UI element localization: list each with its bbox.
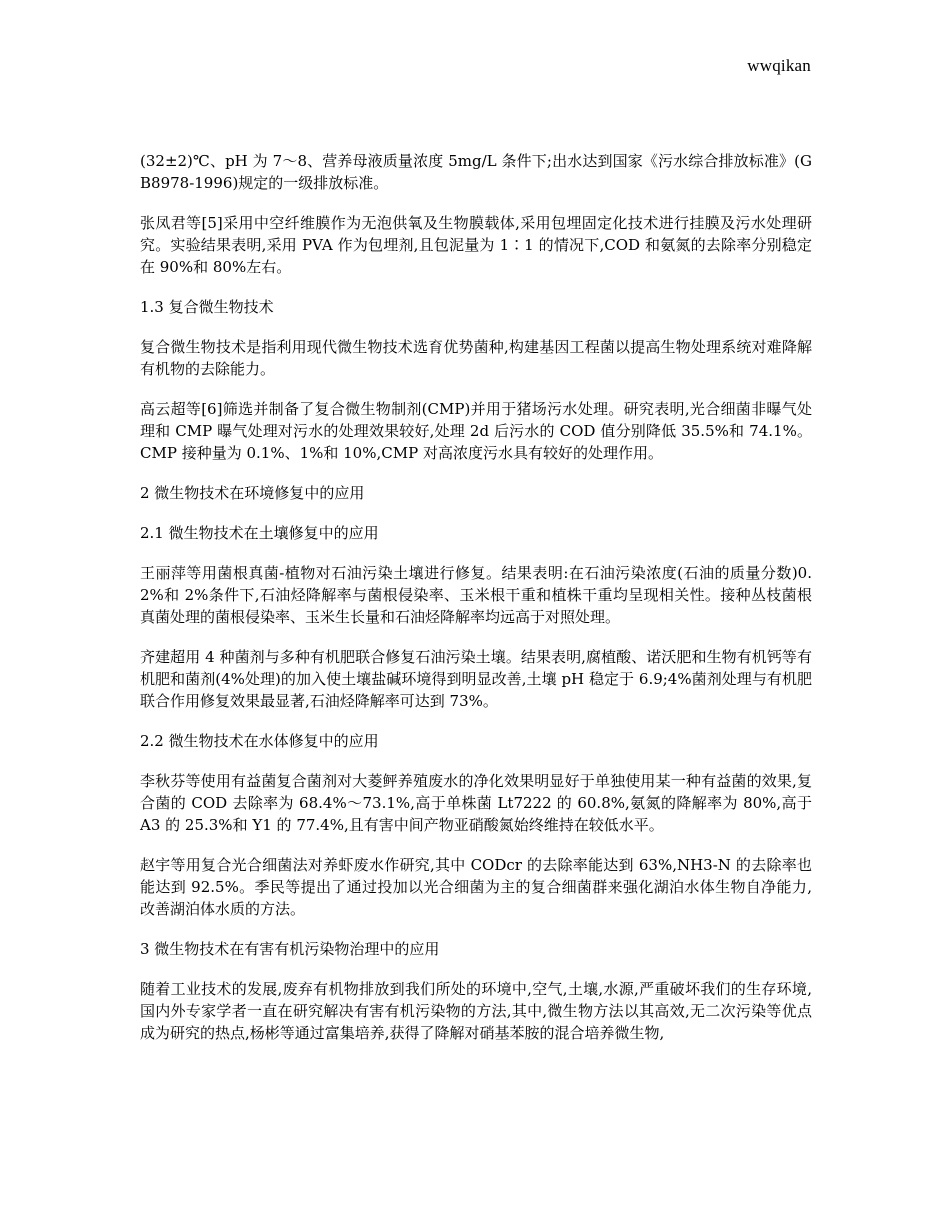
paragraph-mycorrhizal-fungi: 王丽萍等用菌根真菌-植物对石油污染土壤进行修复。结果表明:在石油污染浓度(石油的质量分数)0.2%和 2%条件下,石油烃降解率与菌根侵染率、玉米根干重和植株干重均呈现相关性。接种丛枝菌根真菌处理的菌根侵染率、玉米生长量和石油烃降解率均远高于对照处理。 (140, 564, 812, 626)
section-heading-3: 3 微生物技术在有害有机污染物治理中的应用 (140, 940, 440, 958)
paragraph-discharge-standard: (32±2)℃、pH 为 7～8、营养母液质量浓度 5mg/L 条件下;出水达到国家《污水综合排放标准》(GB8978-1996)规定的一级排放标准。 (140, 152, 812, 192)
article-body (140, 150, 812, 1062)
section-heading-2-1: 2.1 微生物技术在土壤修复中的应用 (140, 524, 379, 542)
section-heading-1-3: 1.3 复合微生物技术 (140, 298, 274, 316)
section-heading-2-2: 2.2 微生物技术在水体修复中的应用 (140, 732, 379, 750)
section-heading-2: 2 微生物技术在环境修复中的应用 (140, 484, 365, 502)
paragraph-photosynthetic-bacteria: 赵宇等用复合光合细菌法对养虾废水作研究,其中 CODcr 的去除率能达到 63%,NH3-N 的去除率也能达到 92.5%。季民等提出了通过投加以光合细菌为主的复合细菌群来强化湖泊水体生物自净能力,改善湖泊体水质的方法。 (140, 856, 812, 918)
paragraph-aquaculture-wastewater: 李秋芬等使用有益菌复合菌剂对大菱鲆养殖废水的净化效果明显好于单独使用某一种有益菌的效果,复合菌的 COD 去除率为 68.4%～73.1%,高于单株菌 Lt7222 的 60.8%,氨氮的降解率为 80%,高于 A3 的 25.3%和 Y1 的 77.4%,且有害中间产物亚硝酸氮始终维持在较低水平。 (140, 772, 812, 834)
paragraph-organic-pollutants: 随着工业技术的发展,废弃有机物排放到我们所处的环境中,空气,土壤,水源,严重破坏我们的生存环境,国内外专家学者一直在研究解决有害有机污染物的方法,其中,微生物方法以其高效,无二次污染等优点成为研究的热点,杨彬等通过富集培养,获得了降解对硝基苯胺的混合培养微生物, (140, 980, 812, 1042)
paragraph-composite-microbe-definition: 复合微生物技术是指利用现代微生物技术选育优势菌种,构建基因工程菌以提高生物处理系统对难降解有机物的去除能力。 (140, 338, 812, 378)
paragraph-cmp-study: 高云超等[6]筛选并制备了复合微生物制剂(CMP)并用于猪场污水处理。研究表明,光合细菌非曝气处理和 CMP 曝气处理对污水的处理效果较好,处理 2d 后污水的 COD 值分别降低 35.5%和 74.1%。CMP 接种量为 0.1%、1%和 10%,CMP 对高浓度污水具有较好的处理作用。 (140, 400, 812, 462)
paragraph-organic-fertilizer: 齐建超用 4 种菌剂与多种有机肥联合修复石油污染土壤。结果表明,腐植酸、诺沃肥和生物有机钙等有机肥和菌剂(4%处理)的加入使土壤盐碱环境得到明显改善,土壤 pH 稳定于 6.9;4%菌剂处理与有机肥联合作用修复效果最显著,石油烃降解率可达到 73%。 (140, 648, 812, 710)
paragraph-hollow-fiber-membrane: 张凤君等[5]采用中空纤维膜作为无泡供氧及生物膜载体,采用包埋固定化技术进行挂膜及污水处理研究。实验结果表明,采用 PVA 作为包埋剂,且包泥量为 1∶1 的情况下,COD 和氨氮的去除率分别稳定在 90%和 80%左右。 (140, 214, 812, 276)
site-name: wwqikan (747, 56, 811, 75)
